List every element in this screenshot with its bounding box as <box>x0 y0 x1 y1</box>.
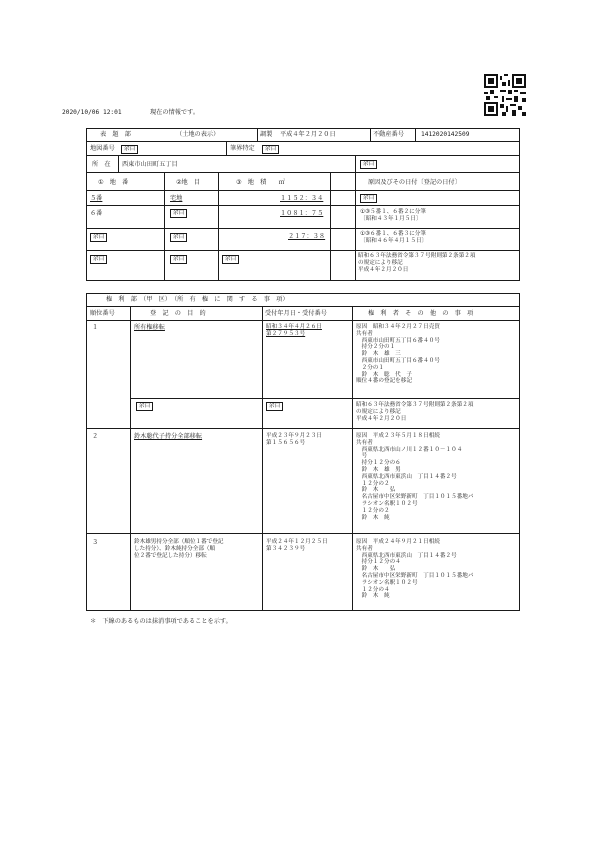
col-chiseki: ③ 地 積 ㎡ <box>236 179 285 186</box>
gen-4: 昭和６３年法務省令第３７号附則第２条第２項 の規定により移記 平成４年２月２０日 <box>358 253 476 273</box>
mokuteki-1b: 余白 <box>136 402 153 411</box>
shozai-value: 西東市山田町五丁目 <box>122 161 178 168</box>
chiseki-1: １１５２：３４ <box>280 195 324 202</box>
chiseki-2: １０８１：７５ <box>280 210 324 217</box>
uketsuke-1b: 余白 <box>266 402 283 411</box>
chiban-1: ５番 <box>90 195 103 202</box>
chimoku-2: 余白 <box>170 209 187 218</box>
chimoku-1: 宅地 <box>170 195 183 202</box>
chimoku-3: 余白 <box>170 233 187 242</box>
col-juni: 順位番号 <box>90 310 115 317</box>
chimoku-4: 余白 <box>170 255 187 264</box>
hikkai-value: 余白 <box>262 145 279 154</box>
mokuteki-1: 所有権移転 <box>134 324 165 331</box>
shozai-right: 余白 <box>360 160 377 169</box>
col-chimoku: ②地 目 <box>176 179 201 186</box>
chizu-value: 余白 <box>121 145 138 154</box>
gen-3: ①③６番１、６番３に分筆 〔昭和４６年４月１５日〕 <box>360 231 428 244</box>
hikkai-label: 筆界特定 <box>230 145 255 152</box>
gen-1: 余白 <box>360 194 377 203</box>
kenri-title: 権 利 部 （甲 区） （所 有 権 に 関 す る 事 項） <box>106 296 289 303</box>
qr-code-icon <box>484 74 526 116</box>
col-kenrisha: 権 利 者 そ の 他 の 事 項 <box>368 310 474 317</box>
print-datetime: 2020/10/06 12:01 <box>62 109 122 116</box>
col-uketsuke: 受付年月日・受付番号 <box>265 310 327 317</box>
chiban-4: 余白 <box>90 255 107 264</box>
col-mokuteki: 登 記 の 目 的 <box>150 310 206 317</box>
kenrisha-3: 原因 平成２４年９月２１日相続 共有者 西東県北西市東浜山 丁目１４番２号 持分１２分の４ 鈴 木 弘 名古屋市中区栄野新町 丁目１０１５番地パ ラシオン名駅１０２号 １２分の４ 鈴 木 純 <box>356 539 474 600</box>
current-status-text: 現在の情報です。 <box>150 109 200 116</box>
hyodai-title: 表 題 部 <box>100 131 131 138</box>
kenrisha-1: 原因 昭和３４年２月２７日売買 共有者 西東市山田町五丁目６番４０号 持分２分の１ 鈴 木 雄 三 西東市山田町五丁目６番４０号 ２分の１ 鈴 木 聡 代 子 順位４番の登記を移記 <box>356 324 440 385</box>
uketsuke-2: 平成２３年９月２３日 第１５６５６号 <box>266 433 322 446</box>
fudosan-number: 1412020142509 <box>421 131 470 138</box>
hyodai-subtitle: （土地の表示） <box>176 131 220 138</box>
fudosan-label: 不動産番号 <box>373 131 404 138</box>
gen-2: ①③５番１、６番２に分筆 〔昭和４３年１月５日〕 <box>360 209 426 222</box>
chosei-label: 調製 <box>260 131 273 138</box>
kenrisha-1b: 昭和６３年法務省令第３７号附則第２条第２項 の規定により移記 平成４年２月２０日 <box>356 402 474 422</box>
chiseki-4: 余白 <box>222 255 239 264</box>
uketsuke-3: 平成２４年１２月２５日 第３４２３９号 <box>266 539 328 552</box>
shozai-label: 所 在 <box>92 161 111 168</box>
chiban-3: 余白 <box>90 233 107 242</box>
mokuteki-2: 鈴木聡代子持分全部移転 <box>134 433 203 440</box>
chiban-2: ６番 <box>90 210 103 217</box>
juni-2: ２ <box>92 433 99 440</box>
chosei-value: 平成４年２月２０日 <box>280 131 336 138</box>
chiseki-3: ２１７：３８ <box>288 233 326 240</box>
juni-3: ３ <box>92 539 99 546</box>
footer-note: ＊ 下線のあるものは抹消事項であることを示す。 <box>90 618 232 625</box>
mokuteki-3: 鈴木雄男持分全部（順位１番で登記 した持分）、鈴木純持分全部（順 位２番で登記した持分）移転 <box>134 539 224 559</box>
uketsuke-1: 昭和３４年４月２６日 第２７９５３号 <box>266 324 322 337</box>
col-gen: 原因及びその日付〔登記の日付〕 <box>368 179 461 186</box>
col-chiban: ① 地 番 <box>98 179 129 186</box>
kenrisha-2: 原因 平成２３年５月１８日相続 共有者 西東県北西市山ノ川１２番１０－１０４ 号 持分１２分の６ 鈴 木 雄 男 西東県北西市東浜山 丁目１４番２号 １２分の２ 鈴 木 弘 名古屋市中区栄野新町 丁目１０１５番地パ ラシオン名駅１０２号 １２分の２ 鈴 木 純 <box>356 433 474 521</box>
chizu-label: 地図番号 <box>90 145 115 152</box>
juni-1: １ <box>92 324 99 331</box>
